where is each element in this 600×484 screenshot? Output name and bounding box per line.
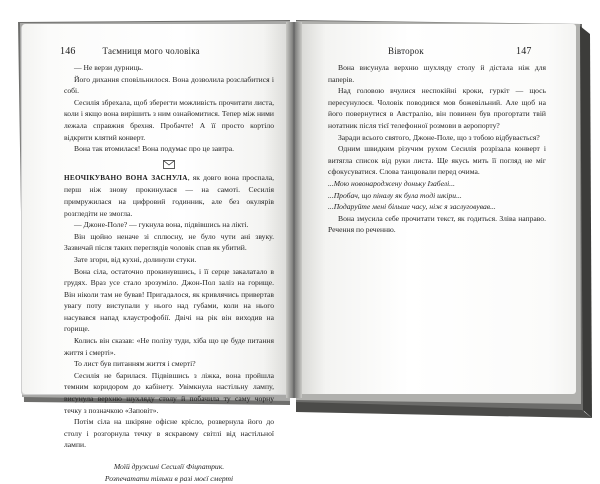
paragraph: Зате згори, від кухні, долинули стуки. xyxy=(74,254,197,264)
paragraph: Потім сіла на шкіряне офісне крісло, розвернула його до столу і розгорнула течку в яскравому світлі від настільної лампи. xyxy=(64,417,274,450)
letter-excerpt xyxy=(328,178,546,213)
letter-line: ...Мою новонароджену доньку Ізабелі... xyxy=(328,178,455,188)
dedication-line: Розпечатати тільки в разі моєї смерті xyxy=(104,473,234,483)
section-lead-rest: , як довго вона проспала, перш ніж знову прокинулася — на самоті. Сесилія примружилася на цифровий годинник, але без окулярів розгледіти не змогла. xyxy=(64,172,274,218)
paragraph: Колись він сказав: «Не полізу туди, хіба що це буде питання життя і смерті». xyxy=(64,336,274,357)
left-page-header xyxy=(60,46,200,57)
letter-line: ...Подаруйте мені більше часу, ніж я заслуговував... xyxy=(328,202,496,212)
right-page xyxy=(298,24,576,394)
book-spine xyxy=(286,22,302,398)
paragraph: Він щойно неначе зі сплюсну, не було чути ані звуку. Зазвичай після таких переглядів чоловік спав як убитий. xyxy=(64,231,274,253)
right-page-number: 147 xyxy=(516,46,532,57)
section-lead: НЕОЧІКУВАНО ВОНА ЗАСНУЛА xyxy=(64,173,188,182)
right-page-text xyxy=(328,62,546,236)
paragraph: Заради всього святого, Джоне-Поле, що з тобою відбувається? xyxy=(338,132,540,142)
envelope-dedication xyxy=(64,461,274,484)
letter-line: ...Пробач, що піналу як була тоді шкіри... xyxy=(328,190,462,200)
paragraph: Вона так втомилася! Вона подумає про це завтра. xyxy=(74,144,234,154)
dedication-line: Моїй дружині Сесилії Фіцпатрик. xyxy=(113,462,225,471)
left-page xyxy=(22,24,290,483)
left-running-title: Таємниця мого чоловіка xyxy=(102,46,200,56)
paragraph: Сесилія не барилася. Підвівшись з ліжка, вона пройшла темним коридором до кабінету. Увімкнула настільну лампу, висунула верхню шухляду столу й побачила ту саму чорну течку з позначкою «Заповіт». xyxy=(64,370,274,415)
paragraph: Сесилія збрехала, щоб зберегти можливість прочитати листа, коли і якщо вона вирішить з ним ознайомитися. Тепер між ними лежала справжня брехня. Пробачте! А її просто кортіло відкрити клятий конверт. xyxy=(64,97,274,142)
paragraph: — Джоне-Поле? — гукнула вона, підвівшись на лікті. xyxy=(74,220,249,230)
paragraph: Над головою вчулися неспокійні кроки, гуркіт — щось пересунулося. Чоловік поводився мов божевільний. Але щоб на його повернутися в Австралію, він повинен був прогортати твій нотатник після тієї телефонної розмови в аеропорту? xyxy=(328,86,546,130)
section-divider-icon xyxy=(64,157,274,171)
paragraph: Вона сіла, остаточно прокинувшись, і її серце закалатало в грудях. Враз усе стало зрозуміло. Джон-Пол заліз на горище. Він ніколи там не бував! Пригадалося, як кривлячись привертав увагу поту виступали у нього над губами, коли на нього насувався напад клаустрофобії. Двічі на рік він виходив на горище. xyxy=(64,266,274,334)
section-opening xyxy=(64,172,274,219)
paragraph: Одним швидким різучим рухом Сесилія розрізала конверт і витягла список від руки листа. Ще якусь мить її погляд не міг сфокусуватися. Слова танцювали перед очима. xyxy=(328,144,546,177)
left-page-text xyxy=(64,62,274,484)
paragraph: Вона висунула верхню шухляду столу й дістала ніж для паперів. xyxy=(328,63,546,84)
right-running-title: Вівторок xyxy=(388,46,424,56)
paragraph: Його дихання сповільнилося. Вона дозволила розслабитися і собі. xyxy=(64,74,274,96)
paragraph: То лист був питанням життя і смерті? xyxy=(74,359,196,369)
left-page-number: 146 xyxy=(60,46,76,57)
paragraph: — Не верзи дурниць. xyxy=(74,63,144,72)
right-page-header xyxy=(388,46,424,56)
paragraph: Вона змусила себе прочитати текст, як годиться. Зліва направо. Речення по реченню. xyxy=(328,213,546,235)
